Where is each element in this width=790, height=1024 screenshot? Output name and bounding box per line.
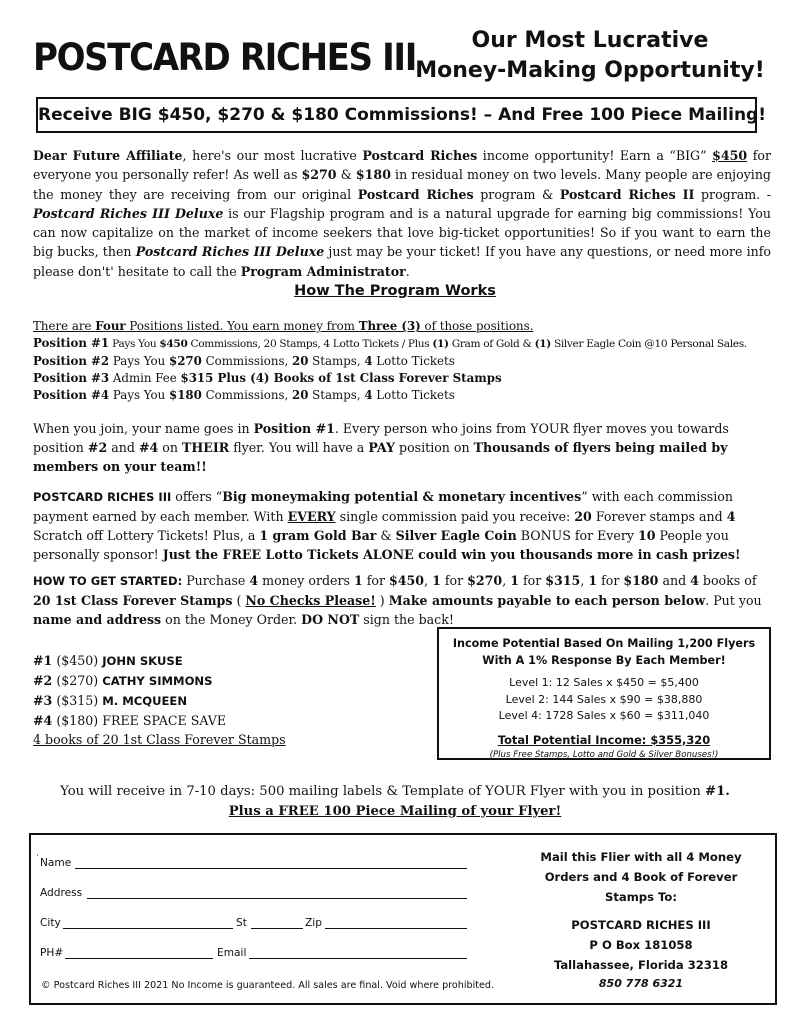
positions-text: of those positions.: [420, 319, 534, 333]
start-text: for: [518, 573, 546, 588]
start-text: books of: [698, 573, 757, 588]
income-levels: [439, 675, 769, 725]
join-text: Thousands of flyers being mailed by members on your team!!: [33, 440, 728, 474]
start-text: $180: [623, 573, 659, 588]
position-4-line: [33, 387, 773, 404]
city-row: [39, 913, 509, 931]
receive-text: #1.: [705, 784, 730, 799]
intro-text: , here's our most lucrative: [182, 148, 363, 163]
positions-text: (1): [534, 338, 551, 350]
join-text: Position #1: [253, 421, 335, 436]
positions-text: $315 Plus (4) Books of 1st Class Forever Stamps: [180, 371, 502, 385]
intro-text: is our Flagship program and is a natural upgrade for earning big commissions! You can now capitalize on the market of income seekers that love big-ticket opportunities! So if you want to earn the big bucks, then: [33, 205, 771, 260]
tagline-line-2: Money-Making Opportunity!: [415, 58, 765, 83]
start-text: ,: [424, 573, 433, 588]
intro-text: in residual money on two levels. Many people are enjoying the money they are receiving from our original: [33, 167, 771, 202]
positions-text: 20: [292, 388, 309, 402]
income-title-line: Income Potential Based On Mailing 1,200 Flyers: [452, 637, 756, 650]
start-text: on the Money Order.: [161, 612, 302, 627]
mail-to-line: Mail this Flier with all 4 Money: [540, 850, 742, 864]
start-text: Purchase: [182, 573, 250, 588]
mailing-instructions: [521, 847, 761, 993]
intro-text: .: [405, 263, 410, 279]
start-text: $315: [545, 573, 581, 588]
mail-to-po-box: P O Box 181058: [589, 938, 693, 952]
income-potential-box: [437, 627, 771, 760]
intro-text: just may be your ticket! If you have any questions, or need more info please don't' hesitate to call the: [33, 244, 771, 279]
member-number: #4: [33, 713, 53, 728]
tagline-line-1: Our Most Lucrative: [471, 28, 709, 53]
intro-text: Dear Future Affiliate: [33, 148, 183, 163]
income-total: Total Potential Income: $355,320: [497, 732, 711, 747]
offers-text: People you personally sponsor!: [33, 528, 729, 562]
start-text: sign the back!: [359, 612, 454, 627]
intro-text: Postcard Riches III Deluxe: [33, 205, 224, 221]
start-text: ,: [580, 573, 589, 588]
intro-text: $180: [355, 167, 391, 183]
member-entry: [33, 691, 313, 711]
positions-text: Three (3): [358, 319, 421, 333]
positions-text: 4: [364, 354, 373, 368]
position-label: Position #2: [33, 354, 110, 368]
join-text: flyer. You will have a: [229, 440, 369, 455]
intro-text: program &: [473, 186, 560, 202]
start-text: . Put you: [705, 593, 762, 608]
stray-mark: ˙: [35, 854, 40, 865]
offers-text: Big moneymaking potential & monetary incentives: [222, 489, 582, 504]
zip-label: Zip: [305, 917, 322, 929]
start-text: for: [362, 573, 390, 588]
join-paragraph: [33, 419, 771, 476]
offers-text: Just the FREE Lotto Tickets ALONE could win you thousands more in cash prizes!: [162, 547, 741, 562]
order-form-box: [29, 833, 777, 1005]
start-text: 1: [510, 573, 519, 588]
start-text: money orders: [258, 573, 354, 588]
stamps-requirement: 4 books of 20 1st Class Forever Stamps: [33, 732, 286, 747]
city-field[interactable]: [63, 927, 233, 929]
member-name: JOHN SKUSE: [102, 654, 183, 668]
zip-field[interactable]: [325, 927, 467, 929]
positions-list: [33, 318, 773, 404]
member-amount: ($450): [52, 653, 103, 668]
intro-text: income opportunity! Earn a “BIG”: [477, 148, 713, 163]
offers-text: Silver Eagle Coin: [395, 528, 517, 543]
join-text: . Every person who joins from YOUR flyer moves you towards position: [33, 421, 729, 455]
member-number: #3: [33, 693, 53, 708]
offers-text: 20: [574, 509, 592, 524]
member-entry: [33, 671, 313, 691]
start-text: No Checks Please!: [245, 593, 376, 608]
phone-label: PH#: [40, 947, 64, 959]
intro-text: program. -: [694, 186, 772, 202]
member-entry: [33, 711, 313, 730]
member-list: [33, 651, 313, 749]
start-text: $450: [389, 573, 425, 588]
start-text: 4: [690, 573, 699, 588]
receive-text: : 500 mailing labels & Template of YOUR Flyer with you in position: [250, 784, 706, 799]
offers-text: offers “: [171, 489, 223, 504]
offers-text: 1 gram Gold Bar: [259, 528, 377, 543]
receive-line-2: Plus a FREE 100 Piece Mailing of your Flyer!: [228, 804, 562, 819]
offers-text: 4: [726, 509, 736, 524]
intro-text: $450: [712, 148, 748, 163]
positions-text: Four: [95, 319, 126, 333]
position-label: Position #1: [33, 336, 110, 350]
join-text: #4: [138, 440, 159, 455]
start-text: 1: [432, 573, 441, 588]
positions-text: Silver Eagle Coin @10 Personal Sales.: [550, 338, 747, 350]
phone-field[interactable]: [65, 957, 213, 959]
member-number: #1: [33, 653, 53, 668]
start-text: for: [440, 573, 468, 588]
email-label: Email: [217, 947, 247, 959]
address-row: [39, 883, 509, 901]
member-number: #2: [33, 673, 53, 688]
offers-text: EVERY: [287, 509, 336, 524]
member-amount: ($180): [52, 713, 103, 728]
positions-intro: [33, 318, 773, 335]
intro-text: for everyone you personally refer! As well as: [33, 148, 771, 183]
positions-text: Admin Fee: [109, 371, 181, 385]
positions-text: Commissions,: [201, 388, 293, 402]
positions-text: Stamps,: [308, 388, 365, 402]
income-title: [439, 635, 769, 669]
positions-text: $270: [169, 354, 202, 368]
start-text: $270: [467, 573, 503, 588]
tagline: [405, 26, 775, 86]
intro-text: Postcard Riches: [362, 148, 478, 163]
get-started-paragraph: [33, 571, 771, 629]
receive-line-1: [0, 782, 790, 802]
mail-to-line: Stamps To:: [604, 890, 677, 904]
offers-paragraph: [33, 487, 771, 564]
position-1-line: [33, 335, 773, 353]
start-text: HOW TO GET STARTED:: [33, 574, 183, 588]
start-text: DO NOT: [301, 612, 360, 627]
intro-text: &: [336, 167, 356, 183]
mail-to-company: POSTCARD RICHES III: [571, 918, 711, 932]
offers-text: single commission paid you receive:: [335, 509, 575, 524]
offers-text: Scratch off Lottery Tickets! Plus, a: [33, 528, 260, 543]
start-text: for: [597, 573, 624, 588]
offers-text: POSTCARD RICHES III: [33, 490, 172, 504]
intro-text: Postcard Riches III Deluxe: [135, 244, 325, 260]
position-label: Position #3: [33, 371, 110, 385]
positions-text: 4: [364, 388, 373, 402]
member-name: CATHY SIMMONS: [102, 674, 213, 688]
positions-text: Gram of Gold &: [448, 338, 535, 350]
offers-text: Forever stamps and: [591, 509, 727, 524]
phone-email-row: [39, 943, 509, 961]
positions-text: 20: [292, 354, 309, 368]
section-heading-how: How The Program Works: [294, 283, 496, 299]
join-text: When you join, your name goes in: [33, 421, 254, 436]
intro-text: Postcard Riches: [357, 186, 474, 202]
state-label: St: [236, 917, 247, 929]
positions-text: $180: [169, 388, 202, 402]
flyer-title: POSTCARD RICHES III: [33, 36, 417, 79]
start-text: (: [232, 593, 246, 608]
positions-text: Lotto Tickets: [372, 354, 455, 368]
mail-to-phone: 850 778 6321: [598, 977, 684, 990]
start-text: Make amounts payable to each person below: [388, 593, 706, 608]
offers-text: ” with each commission payment earned by each member. With: [33, 489, 733, 524]
positions-text: Commissions, 20 Stamps, 4 Lotto Tickets / Plus: [187, 338, 433, 350]
intro-text: Program Administrator: [240, 263, 406, 279]
address-field[interactable]: [87, 897, 467, 899]
mail-to-city: Tallahassee, Florida 32318: [553, 958, 729, 972]
income-title-line: With A 1% Response By Each Member!: [482, 654, 726, 667]
start-text: 20 1st Class Forever Stamps: [33, 593, 233, 608]
positions-text: (1): [432, 338, 449, 350]
name-row: [35, 853, 509, 871]
address-label: Address: [40, 887, 83, 899]
positions-text: Positions listed. You earn money from: [125, 319, 359, 333]
start-text: and: [658, 573, 691, 588]
city-label: City: [40, 917, 61, 929]
offers-text: 10: [638, 528, 656, 543]
intro-paragraph: [33, 146, 771, 281]
position-3-line: [33, 370, 773, 387]
name-field[interactable]: [75, 867, 467, 869]
income-level-4: Level 4: 1728 Sales x $60 = $311,040: [498, 709, 710, 722]
copyright-notice: © Postcard Riches III 2021 No Income is guaranteed. All sales are final. Void where prohibited.: [41, 980, 495, 991]
positions-text: Stamps,: [308, 354, 365, 368]
start-text: name and address: [33, 612, 162, 627]
name-label: Name: [40, 857, 72, 869]
commission-banner: Receive BIG $450, $270 & $180 Commissions! – And Free 100 Piece Mailing!: [36, 97, 757, 133]
positions-text: There are: [33, 319, 96, 333]
start-text: ): [375, 593, 389, 608]
positions-text: Pays You: [109, 388, 169, 402]
positions-text: Lotto Tickets: [372, 388, 455, 402]
position-label: Position #4: [33, 388, 110, 402]
start-text: 1: [353, 573, 363, 588]
join-text: PAY: [368, 440, 395, 455]
income-level-1: Level 1: 12 Sales x $450 = $5,400: [509, 676, 699, 689]
join-text: THEIR: [181, 440, 230, 455]
state-field[interactable]: [251, 927, 303, 929]
offers-text: BONUS for Every: [516, 528, 638, 543]
position-2-line: [33, 353, 773, 370]
receive-notice: [0, 782, 790, 822]
intro-text: $270: [301, 167, 337, 183]
join-text: position on: [395, 440, 474, 455]
start-text: ,: [502, 573, 511, 588]
positions-text: Pays You: [109, 338, 160, 350]
join-text: and: [107, 440, 139, 455]
intro-text: Postcard Riches II: [559, 186, 695, 202]
start-text: 4: [249, 573, 259, 588]
receive-text: You will receive in 7-10 days: [60, 784, 251, 799]
mail-to-line: Orders and 4 Book of Forever: [544, 870, 738, 884]
income-level-2: Level 2: 144 Sales x $90 = $38,880: [505, 692, 703, 706]
income-note: (Plus Free Stamps, Lotto and Gold & Silver Bonuses!): [489, 749, 719, 760]
member-amount: ($270): [52, 673, 103, 688]
positions-text: Commissions,: [201, 354, 293, 368]
member-name: FREE SPACE SAVE: [102, 713, 227, 728]
member-amount: ($315): [52, 693, 103, 708]
offers-text: &: [376, 528, 396, 543]
member-entry: [33, 651, 313, 671]
positions-text: Pays You: [109, 354, 169, 368]
start-text: 1: [588, 573, 598, 588]
member-name: M. MCQUEEN: [102, 694, 188, 708]
positions-text: $450: [159, 338, 188, 350]
join-text: on: [158, 440, 182, 455]
email-field[interactable]: [249, 957, 467, 959]
join-text: #2: [87, 440, 108, 455]
